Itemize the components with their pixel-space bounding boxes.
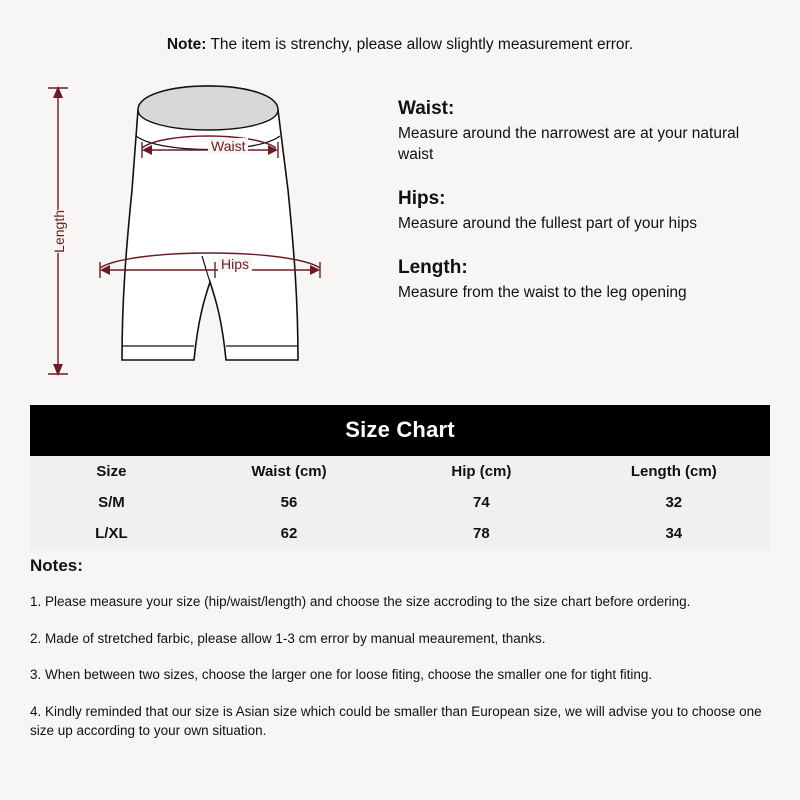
notes-section [30,556,770,758]
size-chart [30,405,770,549]
note-item-1: 1. Please measure your size (hip/waist/length) and choose the size accroding to the size chart before ordering. [30,594,691,609]
note-line [0,36,800,54]
definition-length-desc: Measure from the waist to the leg opening [398,283,687,301]
header-length: Length (cm) [630,463,717,480]
definition-waist [398,98,778,166]
waist-measure-label: Waist [208,138,248,154]
note-label: Note: [166,36,207,53]
note-item-3: 3. When between two sizes, choose the larger one for loose fiting, choose the smaller one for tight fiting. [30,667,653,683]
notes-title: Notes: [30,556,83,575]
definition-waist-term: Waist: [398,98,455,119]
cell-waist: 62 [280,525,298,542]
note-text: The item is strenchy, please allow slightly measurement error. [206,36,634,53]
cell-waist: 56 [280,494,298,511]
header-hip: Hip (cm) [451,463,512,480]
table-row [30,518,770,549]
header-size: Size [96,463,127,480]
measurement-diagram [30,70,770,400]
definition-hips-desc: Measure around the fullest part of your hips [398,214,697,232]
cell-hip: 74 [473,494,490,511]
cell-length: 32 [665,494,683,511]
hips-measure-label: Hips [218,256,252,272]
definition-hips-term: Hips: [398,187,446,209]
definition-hips [398,188,778,235]
size-chart-table [30,456,770,549]
shorts-illustration [30,70,430,400]
note-item-2: 2. Made of stretched farbic, please allow 1-3 cm error by manual meaurement, thanks. [30,630,546,646]
length-measure-label: Length [48,210,70,253]
cell-length: 34 [665,525,683,542]
cell-size: L/XL [95,525,128,542]
table-row [30,487,770,518]
cell-hip: 78 [473,525,490,542]
definition-length [398,257,778,304]
measurement-definitions [398,98,778,304]
table-header-row [30,456,770,487]
size-chart-title: Size Chart [30,405,770,456]
cell-size: S/M [98,494,125,511]
shorts-waistband [138,86,278,130]
definition-length-term: Length: [398,256,468,278]
note-item-4: 4. Kindly reminded that our size is Asian size which could be smaller than European size, we will advise you to choose one size up according to your own situation. [30,703,762,739]
header-waist: Waist (cm) [251,463,327,480]
definition-waist-desc: Measure around the narrowest are at your natural waist [398,125,740,163]
